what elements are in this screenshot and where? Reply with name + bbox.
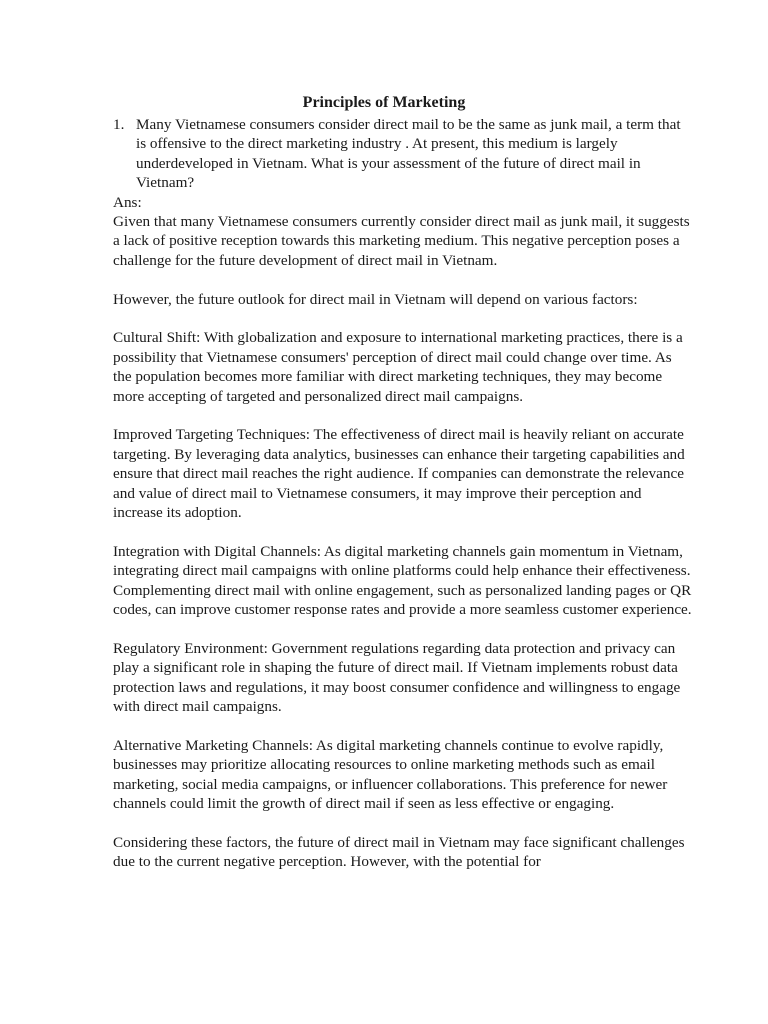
question-item [113, 115, 693, 193]
document-title: Principles of Marketing [302, 94, 466, 111]
answer-paragraph-outlook: However, the future outlook for direct mail in Vietnam will depend on various factors: [113, 290, 638, 308]
document-body [113, 115, 693, 872]
answer-paragraph-regulatory: Regulatory Environment: Government regulations regarding data protection and privacy can play a significant role in shaping the future of direct mail. If Vietnam implements robust data protection laws and regulations, it may boost consumer confidence and willingness to engage with direct mail campaigns. [113, 639, 681, 716]
question-number: 1. [113, 116, 125, 133]
answer-paragraph-cultural-shift: Cultural Shift: With globalization and exposure to international marketing practices, there is a possibility that Vietnamese consumers' perception of direct mail could change over time. As the population becomes more familiar with direct marketing techniques, they may become more accepting of targeted and personalized direct mail campaigns. [113, 329, 683, 405]
answer-paragraph-conclusion: Considering these factors, the future of direct mail in Vietnam may face significant challenges due to the current negative perception. However, with the potential for [113, 833, 685, 871]
question-text: Many Vietnamese consumers consider direct mail to be the same as junk mail, a term that is offensive to the direct marketing industry . At present, this medium is largely underdeveloped in Vietnam. What is your assessment of the future of direct mail in Vietnam? [136, 116, 681, 192]
answer-paragraph-alternative-channels: Alternative Marketing Channels: As digital marketing channels continue to evolve rapidly, businesses may prioritize allocating resources to online marketing methods such as email marketing, social media campaigns, or influencer collaborations. This preference for newer channels could limit the growth of direct mail if seen as less effective or engaging. [113, 736, 668, 813]
answer-paragraph-intro: Given that many Vietnamese consumers currently consider direct mail as junk mail, it suggests a lack of positive reception towards this marketing medium. This negative perception poses a challenge for the future development of direct mail in Vietnam. [113, 213, 690, 269]
answer-paragraph-digital-integration: Integration with Digital Channels: As digital marketing channels gain momentum in Vietnam, integrating direct mail campaigns with online platforms could help enhance their effectiveness. Complementing direct mail with online engagement, such as personalized landing pages or QR codes, can improve customer response rates and provide a more seamless customer experience. [113, 542, 692, 619]
answer-label: Ans: [113, 193, 142, 211]
answer-paragraph-targeting: Improved Targeting Techniques: The effectiveness of direct mail is heavily reliant on accurate targeting. By leveraging data analytics, businesses can enhance their targeting capabilities and ensure that direct mail reaches the right audience. If companies can demonstrate the relevance and value of direct mail to Vietnamese consumers, it may improve their perception and increase its adoption. [113, 426, 685, 522]
